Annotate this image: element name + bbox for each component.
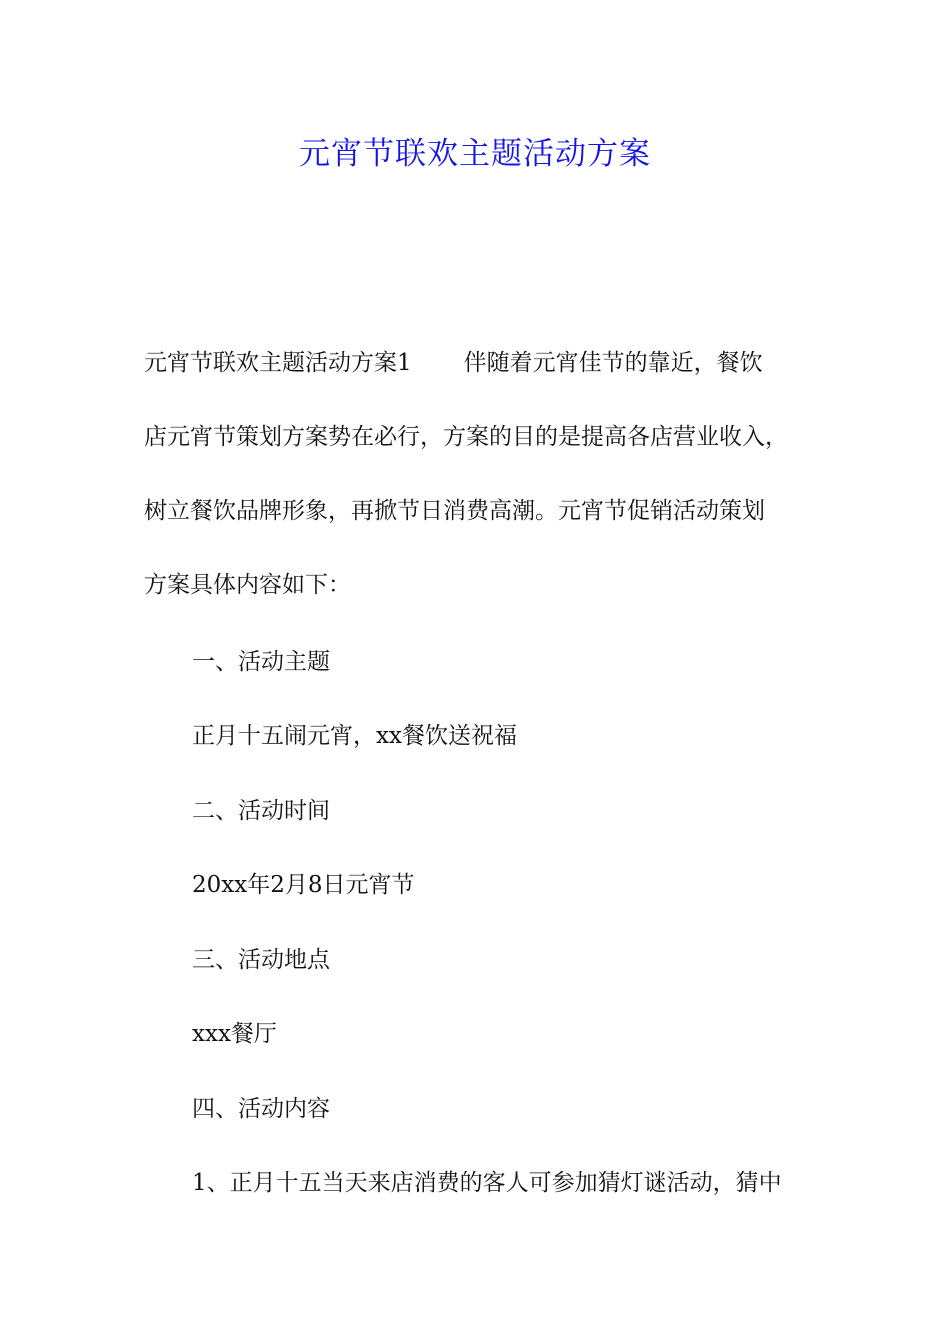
paragraph-content-1: 1、正月十五当天来店消费的客人可参加猜灯谜活动，猜中 xyxy=(192,1170,782,1196)
document-title: 元宵节联欢主题活动方案 xyxy=(299,136,651,172)
paragraph-time: 20xx年2月8日元宵节 xyxy=(192,872,415,898)
section-heading-content: 四、活动内容 xyxy=(192,1096,330,1122)
intro-line-3: 树立餐饮品牌形象，再掀节日消费高潮。元宵节促销活动策划 xyxy=(144,498,765,524)
intro-line1-rest: 伴随着元宵佳节的靠近，餐饮 xyxy=(463,350,763,376)
intro-line-2: 店元宵节策划方案势在必行，方案的目的是提高各店营业收入， xyxy=(144,424,788,450)
section-heading-time: 二、活动时间 xyxy=(192,798,330,824)
intro-line-4: 方案具体内容如下： xyxy=(144,572,351,598)
paragraph-location: xxx餐厅 xyxy=(192,1021,277,1047)
section-heading-theme: 一、活动主题 xyxy=(192,649,330,675)
intro-line-1 xyxy=(144,344,763,377)
paragraph-theme: 正月十五闹元宵，xx餐饮送祝福 xyxy=(192,723,517,749)
intro-heading: 元宵节联欢主题活动方案1 xyxy=(144,350,412,376)
section-heading-location: 三、活动地点 xyxy=(192,947,330,973)
